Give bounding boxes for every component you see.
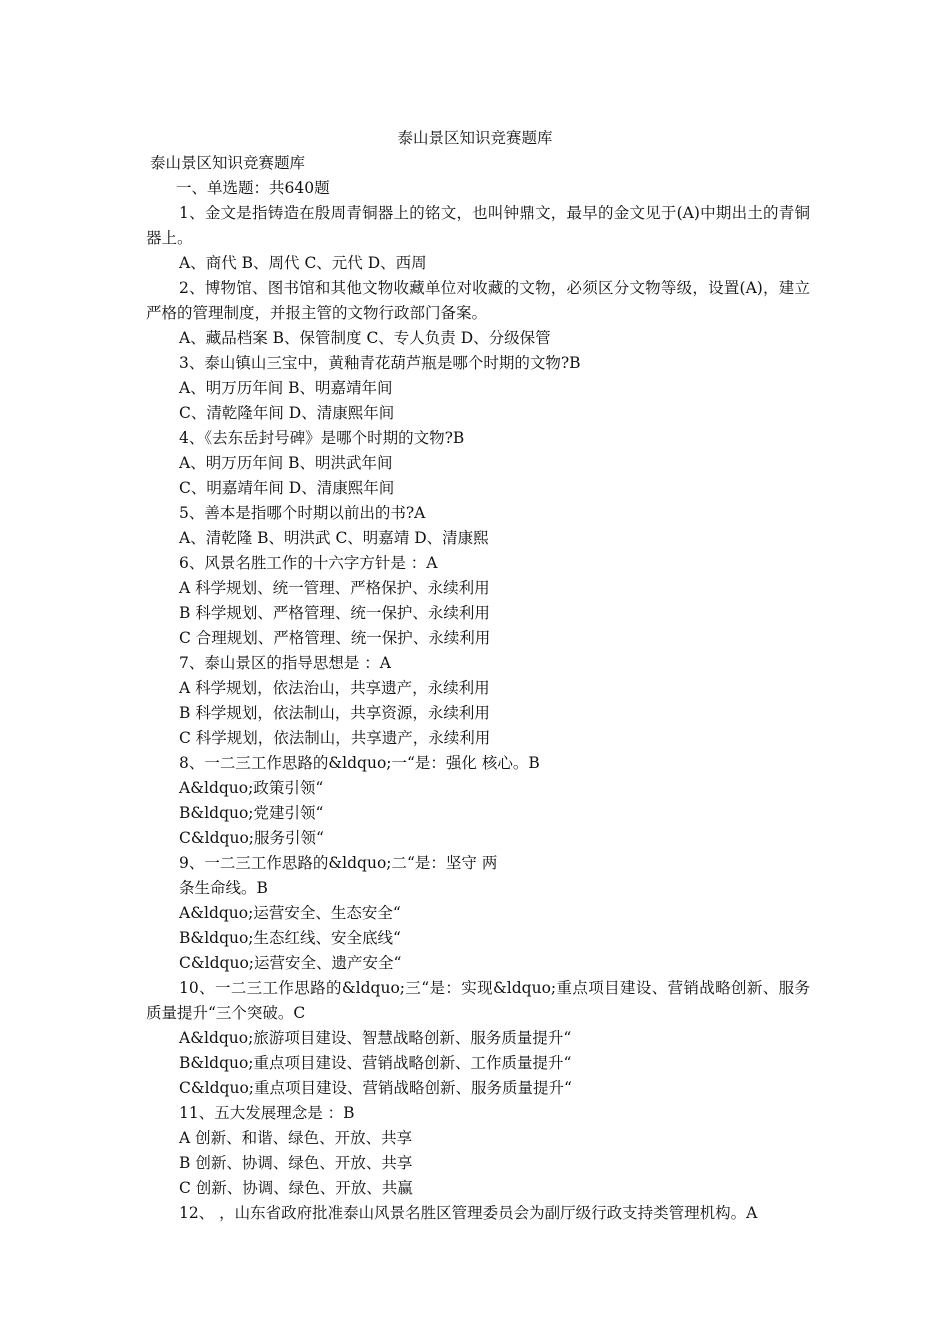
- question-2: 2、博物馆、图书馆和其他文物收藏单位对收藏的文物，必须区分文物等级，设置(A)，建立严格的管理制度，并报主管的文物行政部门备案。: [146, 279, 810, 322]
- option-10-a: A&ldquo;旅游项目建设、智慧战略创新、服务质量提升“: [179, 1029, 572, 1047]
- option-8-c: C&ldquo;服务引领“: [179, 829, 324, 847]
- question-4: 4、《去东岳封号碑》是哪个时期的文物?B: [179, 429, 465, 447]
- option-8-a: A&ldquo;政策引领“: [179, 779, 324, 797]
- options-1: A、商代 B、周代 C、元代 D、西周: [179, 254, 427, 272]
- question-1: 1、金文是指铸造在殷周青铜器上的铭文，也叫钟鼎文，最早的金文见于(A)中期出土的青铜器上。: [146, 204, 810, 247]
- question-5: 5、善本是指哪个时期以前出的书?A: [179, 504, 426, 522]
- options-4-ab: A、明万历年间 B、明洪武年间: [179, 454, 393, 472]
- question-12: 12、 ，山东省政府批准泰山风景名胜区管理委员会为副厅级行政支持类管理机构。A: [179, 1204, 758, 1222]
- option-7-c: C 科学规划，依法制山，共享遗产，永续利用: [179, 729, 491, 747]
- option-6-c: C 合理规划、严格管理、统一保护、永续利用: [179, 629, 491, 647]
- question-9-line-2: 条生命线。B: [179, 879, 268, 897]
- option-10-c: C&ldquo;重点项目建设、营销战略创新、服务质量提升“: [179, 1079, 572, 1097]
- option-11-c: C 创新、协调、绿色、开放、共赢: [179, 1179, 413, 1197]
- option-7-b: B 科学规划，依法制山，共享资源，永续利用: [179, 704, 490, 722]
- question-10: 10、一二三工作思路的&ldquo;三“是：实现&ldquo;重点项目建设、营销战略创新、服务质量提升“三个突破。C: [146, 979, 810, 1022]
- option-6-b: B 科学规划、严格管理、统一保护、永续利用: [179, 604, 490, 622]
- option-11-a: A 创新、和谐、绿色、开放、共享: [179, 1129, 413, 1147]
- question-6: 6、风景名胜工作的十六字方针是 ：A: [179, 554, 438, 572]
- question-8: 8、一二三工作思路的&ldquo;一“是：强化 核心。B: [179, 754, 540, 772]
- question-9-line-1: 9、一二三工作思路的&ldquo;二“是：坚守 两: [179, 854, 498, 872]
- option-9-a: A&ldquo;运营安全、生态安全“: [179, 904, 401, 922]
- options-3-cd: C、清乾隆年间 D、清康熙年间: [179, 404, 395, 422]
- option-9-c: C&ldquo;运营安全、遗产安全“: [179, 954, 402, 972]
- option-7-a: A 科学规划，依法治山，共享遗产，永续利用: [179, 679, 490, 697]
- option-6-a: A 科学规划、统一管理、严格保护、永续利用: [179, 579, 490, 597]
- question-3: 3、泰山镇山三宝中，黄釉青花葫芦瓶是哪个时期的文物?B: [179, 354, 581, 372]
- question-7: 7、泰山景区的指导思想是 ：A: [179, 654, 391, 672]
- option-8-b: B&ldquo;党建引领“: [179, 804, 324, 822]
- options-2: A、藏品档案 B、保管制度 C、专人负责 D、分级保管: [179, 329, 551, 347]
- options-5: A、清乾隆 B、明洪武 C、明嘉靖 D、清康熙: [179, 529, 489, 547]
- document-body: [146, 151, 810, 1226]
- options-4-cd: C、明嘉靖年间 D、清康熙年间: [179, 479, 395, 497]
- option-11-b: B 创新、协调、绿色、开放、共享: [179, 1154, 413, 1172]
- document-title: 泰山景区知识竞赛题库: [397, 129, 553, 147]
- option-10-b: B&ldquo;重点项目建设、营销战略创新、工作质量提升“: [179, 1054, 572, 1072]
- section-heading: 一、单选题：共640题: [176, 179, 330, 197]
- option-9-b: B&ldquo;生态红线、安全底线“: [179, 929, 401, 947]
- subtitle-line: 泰山景区知识竞赛题库: [150, 154, 306, 172]
- options-3-ab: A、明万历年间 B、明嘉靖年间: [179, 379, 393, 397]
- question-11: 11、五大发展理念是 ：B: [179, 1104, 355, 1122]
